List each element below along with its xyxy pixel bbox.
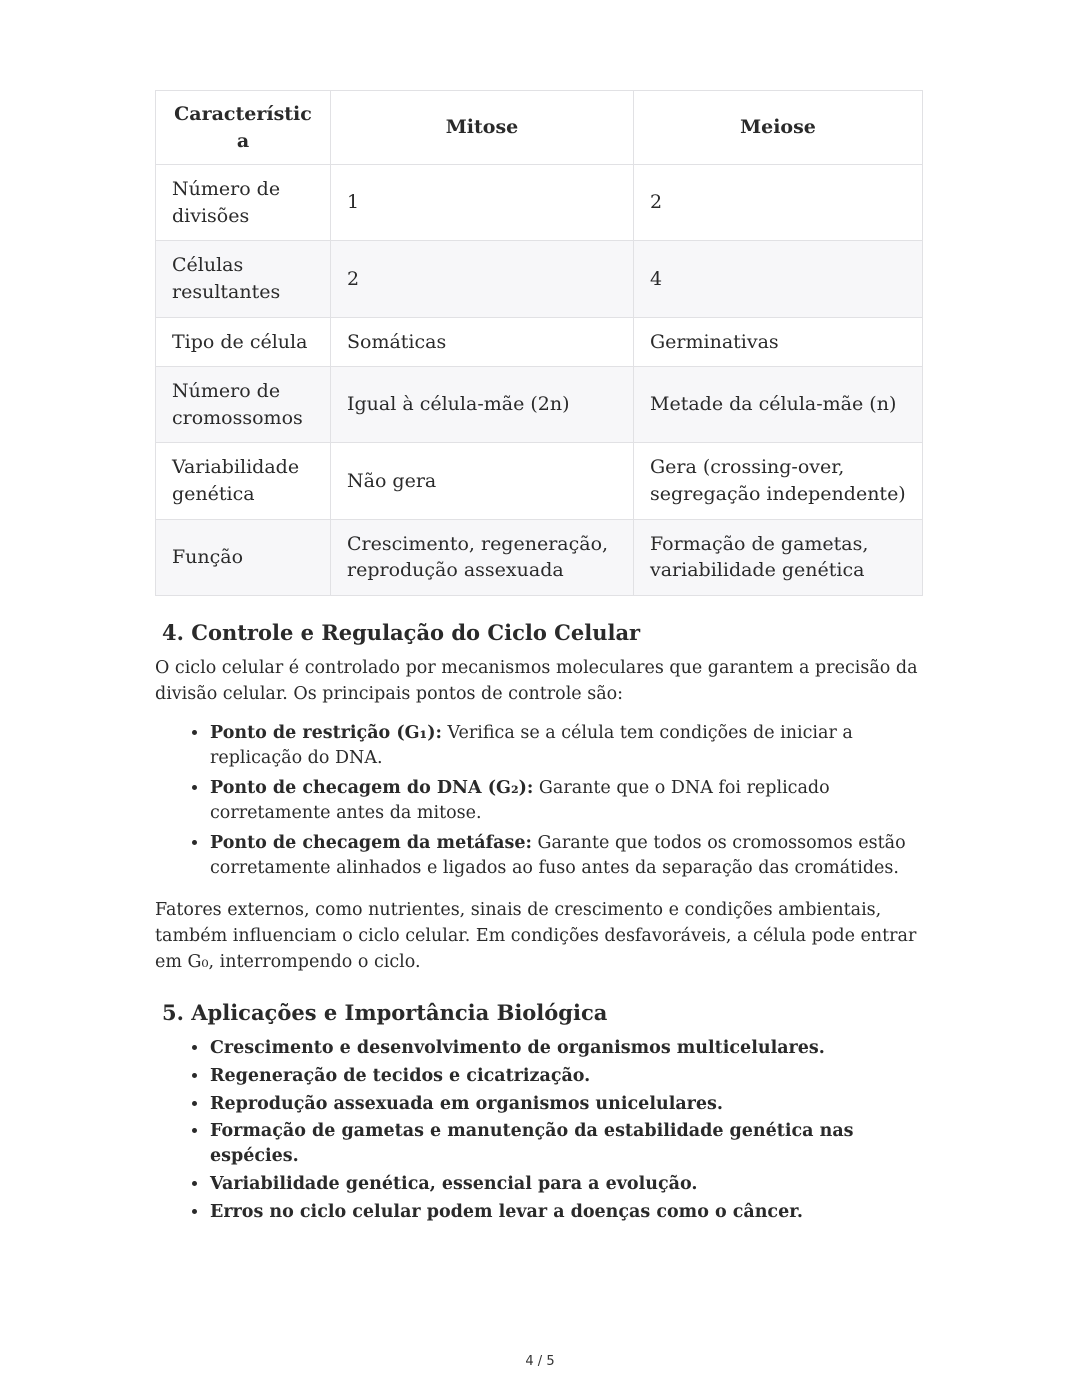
feature-cell: Número de cromossomos (156, 367, 331, 443)
checkpoint-term: Ponto de checagem do DNA (G₂): (210, 778, 534, 799)
column-header-caracteristica: Característica (156, 91, 331, 165)
mitose-cell: Crescimento, regeneração, reprodução assexuada (331, 519, 634, 595)
feature-cell: Função (156, 519, 331, 595)
meiose-cell: Gera (crossing-over, segregação independente) (634, 443, 923, 519)
list-item: • Variabilidade genética, essencial para a evolução. (209, 1172, 922, 1197)
checkpoint-desc: Garante que todos os cromossomos estão corretamente alinhados e ligados ao fuso antes da separação das cromátides. (210, 832, 906, 878)
section-4-intro: O ciclo celular é controlado por mecanismos moleculares que garantem a precisão da divisão celular. Os principais pontos de controle são: (155, 657, 918, 704)
mitose-cell: Igual à célula-mãe (2n) (331, 367, 634, 443)
feature-cell: Variabilidade genética (156, 443, 331, 519)
column-header-mitose: Mitose (331, 91, 634, 165)
table-row (156, 519, 923, 595)
feature-cell: Número de divisões (156, 165, 331, 241)
section-4-outro: Fatores externos, como nutrientes, sinais de crescimento e condições ambientais, também influenciam o ciclo celular. Em condições desfavoráveis, a célula pode entrar em G₀, interrompendo o ciclo. (155, 900, 917, 972)
list-item (209, 721, 922, 771)
table-row (156, 165, 923, 241)
list-item (209, 776, 922, 826)
table-row (156, 241, 923, 317)
checkpoint-term: Ponto de restrição (G₁): (210, 723, 442, 744)
list-item: • Erros no ciclo celular podem levar a doenças como o câncer. (209, 1200, 922, 1225)
checkpoint-desc: Garante que o DNA foi replicado corretamente antes da mitose. (210, 778, 830, 823)
mitose-cell: 2 (331, 241, 634, 317)
checkpoint-term: Ponto de checagem da metáfase: (210, 832, 532, 853)
applications-list (155, 1036, 922, 1225)
checkpoint-list (155, 721, 922, 880)
section-4-heading: 4. Controle e Regulação do Ciclo Celular (162, 619, 641, 645)
table-row (156, 367, 923, 443)
table-row (156, 317, 923, 367)
feature-cell: Tipo de célula (156, 317, 331, 367)
page-number: 4 / 5 (525, 1354, 555, 1369)
meiose-cell: 2 (634, 165, 923, 241)
column-header-meiose: Meiose (634, 91, 923, 165)
list-item: • Crescimento e desenvolvimento de organismos multicelulares. (209, 1036, 922, 1061)
list-item (209, 831, 922, 881)
list-item: • Reprodução assexuada em organismos unicelulares. (209, 1092, 922, 1117)
feature-cell: Células resultantes (156, 241, 331, 317)
list-item: • Regeneração de tecidos e cicatrização. (209, 1064, 922, 1089)
mitose-cell: 1 (331, 165, 634, 241)
mitose-meiose-comparison-table (155, 90, 923, 596)
table-header-row (156, 91, 923, 165)
meiose-cell: Germinativas (634, 317, 923, 367)
document-page (155, 90, 922, 1228)
list-item: • Formação de gametas e manutenção da estabilidade genética nas espécies. (209, 1119, 922, 1169)
meiose-cell: 4 (634, 241, 923, 317)
checkpoint-desc: Verifica se a célula tem condições de iniciar a replicação do DNA. (210, 723, 853, 769)
section-5-heading: 5. Aplicações e Importância Biológica (162, 999, 608, 1025)
mitose-cell: Não gera (331, 443, 634, 519)
meiose-cell: Formação de gametas, variabilidade genética (634, 519, 923, 595)
table-row (156, 443, 923, 519)
meiose-cell: Metade da célula-mãe (n) (634, 367, 923, 443)
mitose-cell: Somáticas (331, 317, 634, 367)
